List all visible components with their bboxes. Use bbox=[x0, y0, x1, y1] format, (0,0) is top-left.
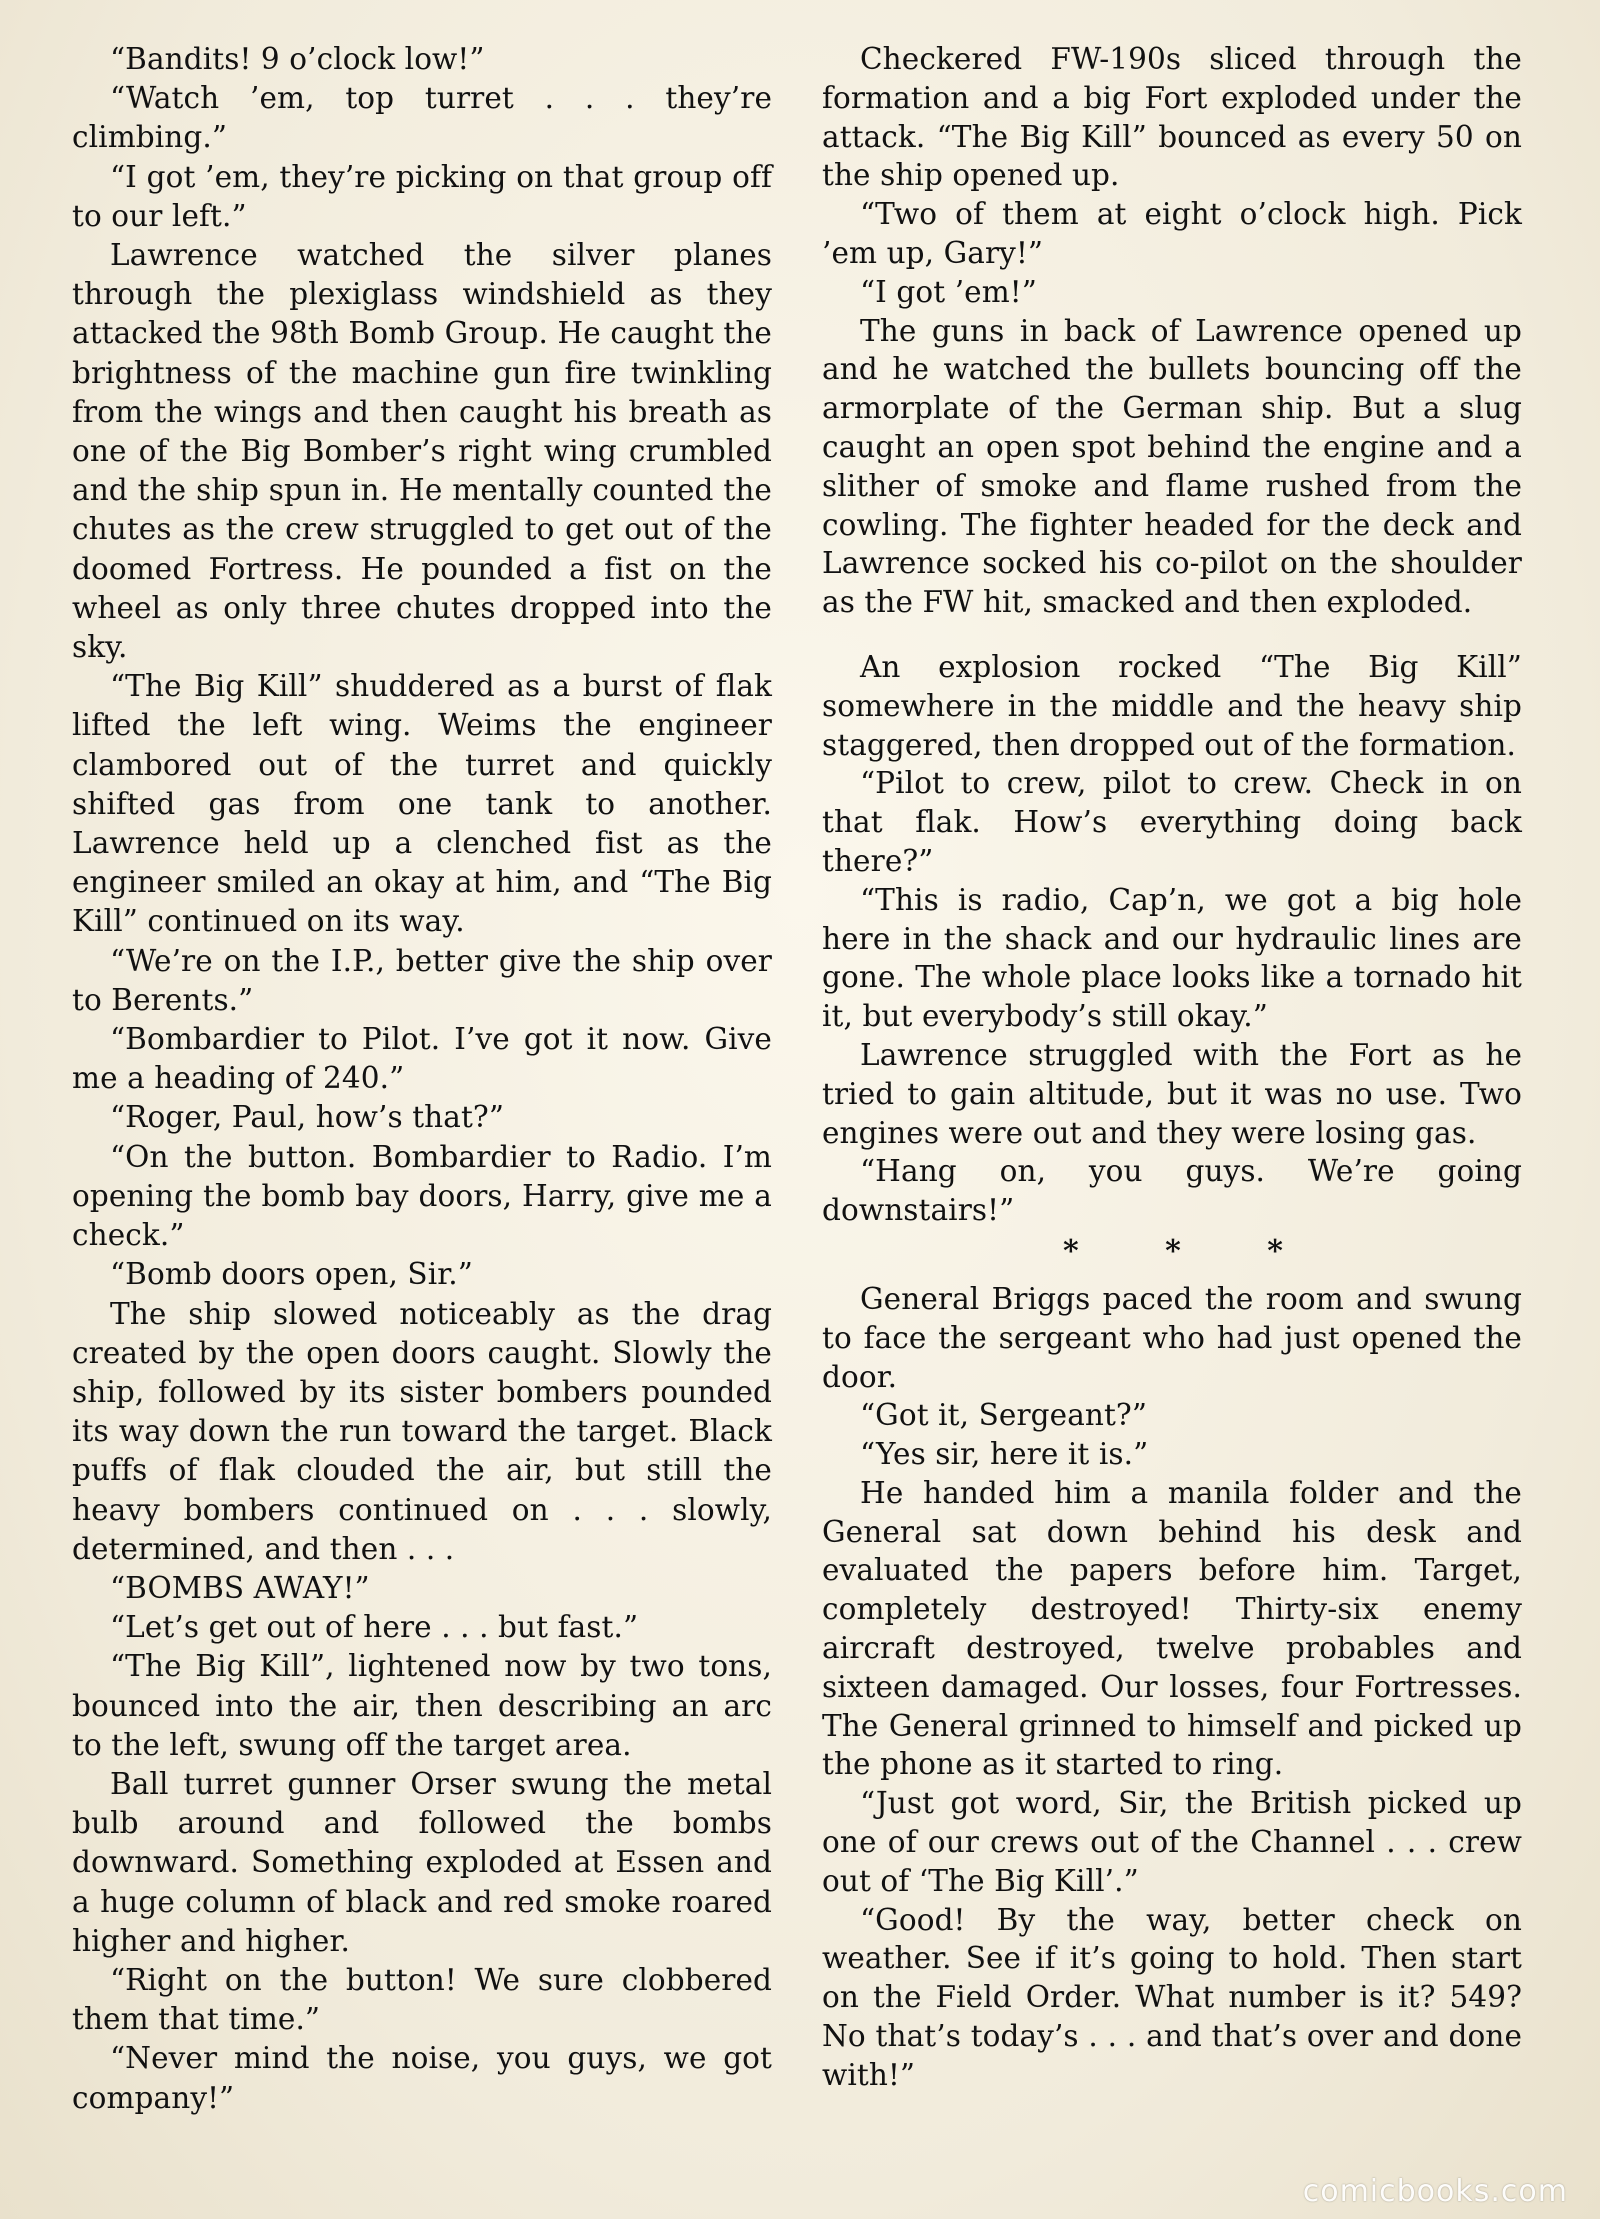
paragraph: “Never mind the noise, you guys, we got company!” bbox=[72, 2041, 772, 2115]
paragraph: “Hang on, you guys. We’re going downstairs!” bbox=[822, 1154, 1522, 1228]
paragraph: “The Big Kill”, lightened now by two tons, bounced into the air, then describing an arc to the left, swung off the target area. bbox=[72, 1649, 772, 1762]
paragraph: “Watch ’em, top turret . . . they’re climbing.” bbox=[72, 81, 772, 155]
paragraph: “We’re on the I.P., better give the ship over to Berents.” bbox=[72, 943, 772, 1017]
watermark: comicbooks.com bbox=[1302, 2174, 1568, 2209]
paragraph: “Roger, Paul, how’s that?” bbox=[110, 1100, 505, 1135]
paragraph: “Yes sir, here it is.” bbox=[860, 1437, 1149, 1472]
right-column bbox=[822, 40, 1522, 2095]
paragraph: Checkered FW-190s sliced through the formation and a big Fort exploded under the attack. “The Big Kill” bounced as every 50 on the ship opened up. bbox=[822, 42, 1522, 193]
paragraph: “Got it, Sergeant?” bbox=[860, 1398, 1148, 1433]
paragraph: “Good! By the way, better check on weather. See if it’s going to hold. Then start on the Field Order. What number is it? 549? No that’s today’s . . . and that’s over and done with!” bbox=[822, 1902, 1522, 2092]
paragraph: “Right on the button! We sure clobbered them that time.” bbox=[72, 1962, 772, 2037]
paragraph: “I got ’em!” bbox=[860, 274, 1037, 309]
paragraph: General Briggs paced the room and swung to face the sergeant who had just opened the door. bbox=[822, 1281, 1522, 1394]
paragraph: “Two of them at eight o’clock high. Pick ’em up, Gary!” bbox=[822, 197, 1522, 270]
paragraph: An explosion rocked “The Big Kill” somewhere in the middle and the heavy ship staggered, then dropped out of the formation. bbox=[822, 649, 1522, 762]
paragraph: Lawrence watched the silver planes through the plexiglass windshield as they attacked the 98th Bomb Group. He caught the brightness of the machine gun fire twinkling from the wings and then caught his breath as one of the Big Bomber’s right wing crumbled and the ship spun in. He mentally counted the chutes as the crew struggled to get out of the doomed Fortress. He pounded a fist on the wheel as only three chutes dropped into the sky. bbox=[72, 238, 772, 665]
paragraph: “Let’s get out of here . . . but fast.” bbox=[110, 1610, 639, 1645]
paragraph: “This is radio, Cap’n, we got a big hole here in the shack and our hydraulic lines are gone. The whole place looks like a tornado hit it, but everybody’s still okay.” bbox=[822, 882, 1522, 1034]
paragraph: The guns in back of Lawrence opened up and he watched the bullets bouncing off the armorplate of the German ship. But a slug caught an open spot behind the engine and a slither of smoke and flame rushed from the cowling. The fighter headed for the deck and Lawrence socked his co-pilot on the shoulder as the FW hit, smacked and then exploded. bbox=[822, 313, 1522, 620]
paragraph: “BOMBS AWAY!” bbox=[110, 1570, 370, 1605]
paragraph: “The Big Kill” shuddered as a burst of flak lifted the left wing. Weims the engineer clambored out of the turret and quickly shifted gas from one tank to another. Lawrence held up a clenched fist as the engineer smiled an okay at him, and “The Big Kill” continued on its way. bbox=[72, 669, 772, 939]
section-gap bbox=[822, 622, 1522, 648]
paragraph: “I got ’em, they’re picking on that group off to our left.” bbox=[72, 159, 772, 233]
paragraph: “Pilot to crew, pilot to crew. Check in on that flak. How’s everything doing back there?” bbox=[822, 766, 1522, 878]
paragraph: He handed him a manila folder and the General sat down behind his desk and evaluated the papers before him. Target, completely destroyed! Thirty-six enemy aircraft destroyed, twelve probables and sixteen damaged. Our losses, four Fortresses. The General grinned to himself and picked up the phone as it started to ring. bbox=[822, 1475, 1522, 1782]
paragraph: The ship slowed noticeably as the drag created by the open doors caught. Slowly the ship, followed by its sister bombers pounded its way down the run toward the target. Black puffs of flak clouded the air, but still the heavy bombers continued on . . . slowly, determined, and then . . . bbox=[72, 1296, 772, 1566]
paragraph: “On the button. Bombardier to Radio. I’m opening the bomb bay doors, Harry, give me a check.” bbox=[72, 1139, 772, 1253]
paragraph: Lawrence struggled with the Fort as he tried to gain altitude, but it was no use. Two engines were out and they were losing gas. bbox=[822, 1037, 1522, 1150]
paragraph: “Just got word, Sir, the British picked up one of our crews out of the Channel . . . crew out of ‘The Big Kill’.” bbox=[822, 1786, 1522, 1898]
paragraph: “Bomb doors open, Sir.” bbox=[110, 1257, 473, 1292]
left-column bbox=[72, 40, 772, 2118]
paragraph: “Bandits! 9 o’clock low!” bbox=[110, 42, 485, 76]
paragraph: Ball turret gunner Orser swung the metal bulb around and followed the bombs downward. Something exploded at Essen and a huge column of black and red smoke roared higher and higher. bbox=[72, 1766, 772, 1958]
paragraph: “Bombardier to Pilot. I’ve got it now. Give me a heading of 240.” bbox=[72, 1022, 772, 1096]
scene-break-divider: * * * bbox=[1063, 1233, 1321, 1269]
